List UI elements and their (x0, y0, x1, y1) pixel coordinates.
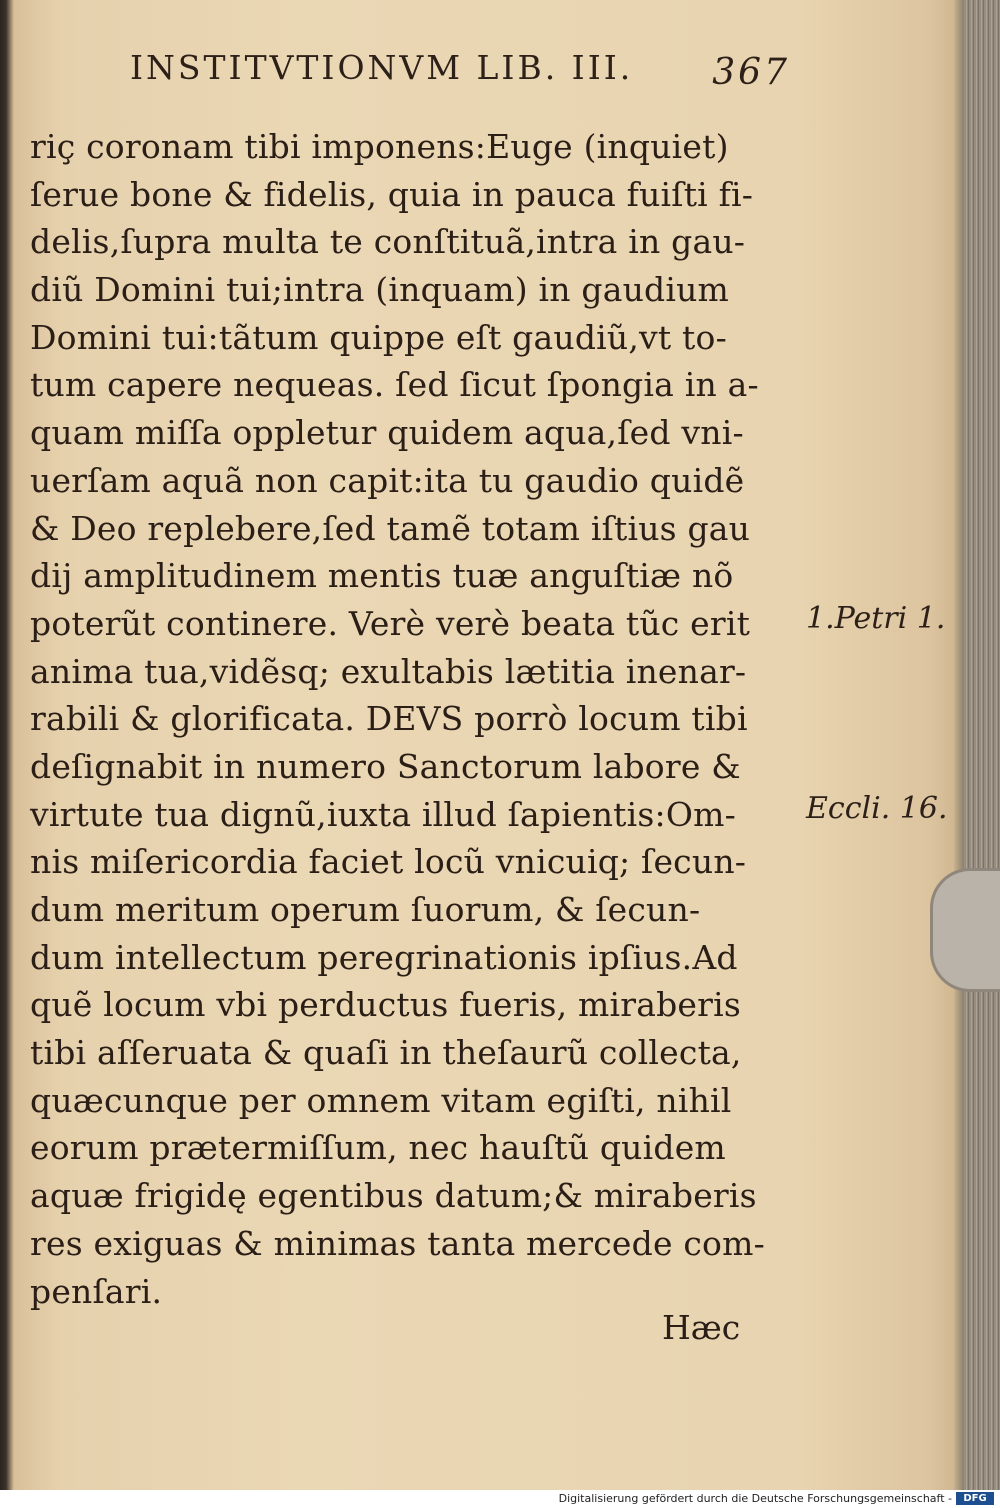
text-line: rabili & glorificata. DEVS porrò locum tibi (30, 699, 748, 739)
text-line: quam miſſa oppletur quidem aqua,ſed vni- (30, 413, 744, 453)
body-text (30, 123, 948, 1315)
text-line: deſignabit in numero Sanctorum labore & (30, 746, 741, 786)
text-line: quẽ locum vbi perductus fueris, miraberis (30, 985, 742, 1025)
text-line: dij amplitudinem mentis tuæ anguſtiæ nõ (30, 556, 734, 596)
text-line: tibi aſſeruata & quaſi in theſaurũ collecta, (30, 1033, 742, 1073)
digitization-footer (0, 1490, 1000, 1508)
book-page-edges (958, 0, 1000, 1490)
text-line: tum capere nequeas. ſed ſicut ſpongia in a- (30, 365, 759, 405)
funding-credit: Digitalisierung gefördert durch die Deutsche Forschungsgemeinschaft - (558, 1492, 952, 1505)
text-line: poterũt continere. Verè verè beata tũc erit (30, 603, 751, 643)
text-line: aquæ frigidę egentibus datum;& miraberis (30, 1176, 757, 1216)
text-line: & Deo replebere,ſed tamẽ totam iſtius gau (30, 508, 751, 548)
text-line: nis miſericordia faciet locũ vnicuiq; ſecun- (30, 842, 747, 882)
bookmark-tab (930, 868, 1000, 992)
dfg-logo: DFG (956, 1492, 994, 1505)
margin-note-eccli: Eccli. 16. (806, 791, 948, 826)
text-line: dum meritum operum ſuorum, & ſecun- (30, 890, 701, 929)
margin-note-petri: 1.Petri 1. (806, 601, 946, 636)
text-line: Domini tui:tãtum quippe eſt gaudiũ,vt to- (30, 317, 727, 357)
text-line: quæcunque per omnem vitam egiſti, nihil (30, 1080, 732, 1120)
text-line: penſari. (30, 1271, 163, 1311)
text-line: delis,ſupra multa te conſtituã,intra in gau- (30, 222, 746, 262)
text-line: anima tua,vidẽsq; exultabis lætitia inenar- (30, 651, 747, 691)
page-number: 367 (712, 52, 790, 93)
text-line: ſerue bone & fidelis, quia in pauca fuiſti fi- (30, 174, 754, 214)
text-line: uerſam aquã non capit:ita tu gaudio quidẽ (30, 460, 745, 500)
text-line: diũ Domini tui;intra (inquam) in gaudium (30, 270, 730, 310)
text-line: res exiguas & minimas tanta mercede com- (30, 1223, 765, 1263)
text-line: riç coronam tibi imponens:Euge (inquiet) (30, 127, 729, 166)
page-header (130, 48, 790, 104)
text-line: eorum prætermiſſum, nec hauſtũ quidem (30, 1128, 726, 1168)
text-line: dum intellectum peregrinationis ipſius.Ad (30, 937, 738, 977)
text-line: virtute tua dignũ,iuxta illud ſapientis:Om- (30, 794, 736, 834)
running-title: INSTITVTIONVM LIB. III. (130, 48, 634, 87)
catchword: Hæc (662, 1308, 741, 1347)
